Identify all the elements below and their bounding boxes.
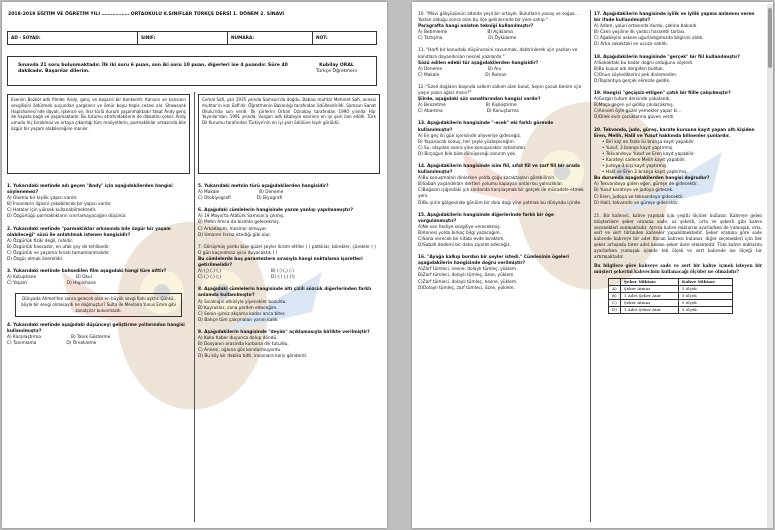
option: A) Benzetme: [418, 103, 446, 109]
exam-page-2: [412, 2, 773, 528]
option: C) Abartma: [418, 109, 443, 115]
option: A) Kutuphane: [7, 275, 37, 281]
question-10: [418, 12, 586, 42]
option: C) Su, olaydan sonra yine konuşacaktır arkamdan.: [418, 145, 527, 151]
option: B) Canlı yeşiline ilk yastıcı hararetli tarlası.: [594, 30, 686, 36]
table-cell: D): [609, 306, 621, 313]
name-field: AD - SOYAD:: [8, 32, 138, 44]
right-column: [198, 184, 380, 366]
option: D)Dilek evin çocuklarına güven verdi.: [594, 115, 675, 121]
left-column: [7, 184, 190, 353]
option: A)Ne son hediye sevgiliye verecekmiş.: [418, 224, 501, 230]
question-text: 12. "Ezeli dağların başında salkım salkım olan bulut, Sepin çocuk benim için yaşın yazın ağlar mısın?": [418, 84, 582, 97]
quote-box: Dünyada Ahmet'ten sonra gelecek olan en büyük sevgi İlahi aşktır. Çünkü, böyle bir sevgi olmasaydı ne doğmuştur? Sulta ile Mevlana Yunus Emre gibi sanatçılar bulunmazdı.: [15, 293, 182, 316]
option: B) İnsanların ilgisini çekebilecek bir yapısı vardır.: [7, 202, 112, 208]
option: D)Toplantıya gerçek elimizle geldik.: [594, 78, 671, 84]
question-2: [7, 227, 190, 264]
option: B) (:) (,) (.): [270, 269, 294, 275]
table-cell: B): [609, 292, 621, 299]
question-11: [418, 48, 586, 78]
table-row: [609, 299, 733, 306]
table-cell: 1 Adet Şeker Atar: [620, 306, 678, 313]
option: B) Yusuf karateye ve judoya gidecek.: [594, 188, 674, 194]
grade-field: NOT:: [316, 36, 328, 41]
clue-text: Judoya 3 kişi kayıt yaptırmış.: [605, 164, 668, 170]
table-cell: Şeker Atmaz: [620, 299, 678, 306]
option: B) Deneme: [259, 190, 284, 196]
question-text: 1. Yukarıdaki metinde adı geçen "Andy" için aşağıdakilerden hangisi söylenemez?: [7, 184, 173, 196]
clue-list: [594, 140, 762, 177]
option: D) Özgür olmak önemlidir.: [7, 257, 64, 263]
question-text: 11. "Harfi bir konudaki düşüncesini savunmak, doktrinlerek için yazılan ve kanıtlara dayandırılan nesnel yazılardır.": [418, 48, 578, 60]
option: B) Tanık Gösterme: [71, 334, 111, 340]
option: A) Koku haber duyunca dolup döndü.: [198, 335, 278, 341]
clue-text: Tekvandoyu Yusuf ve Eren kayıt yapabilir.: [605, 151, 695, 157]
question-text: 8. Aşağıdaki cümlelerin hangisinde altı çizili sözcük diğerlerinden farklı anlamda kullanılmıştır?: [198, 287, 372, 299]
question-text: 13. Aşağıdakilerin hangisinde "-ecek" eki farklı görevde kullanılmıştır?: [418, 121, 554, 133]
option: A) Betimleme: [418, 30, 448, 36]
scrollbar-thumb[interactable]: [768, 8, 772, 68]
table-row: [609, 285, 733, 292]
table-cell: 1 Adet Şeker Atar: [620, 292, 678, 299]
option: C) Yaşam: [7, 281, 27, 287]
exam-page-1: [2, 2, 387, 528]
option: C) Özgürlük ve yaşama fırsatı tamamlanmalıdır.: [7, 250, 110, 256]
question-4: [7, 323, 190, 347]
question-text: 4. Yukarıdaki metinde aşağıdaki düşünceyi geliştirme yollarından hangisi kullanılmıştır?: [7, 322, 185, 334]
option: A) 19 Mayıs'ta Atatürk Samsun'a çıkmış.: [198, 214, 285, 220]
passage-andy: Esenlin Bozköl adlı filmde Andy, genç ve başarılı bir bankerdir. Karısını ve karısının sevgilisini öldürmek suçundan yargılanır ve ömür boyu hapis cezası alır. Shawsank Hapishanesi'nde dayak, işkence ve, ilrsr türlü durum yaşanmaktadır fakat Andy genç de hayata bağlı ve yaşamaktadır. Bu tutumu etrafındakilerin de dikkatini çeker. Andy umudu hiç bırakmaz ve ortaya çıkardığı tüm maliyetlerin, parmaklıklar arkasında bile özgür bir yaşam olabileceğine inanılır.: [7, 94, 190, 174]
option: C)Zarf tümleci, dolaylı tümleç, nesne, yüklem.: [418, 279, 518, 285]
question-prompt: Şiirde, aşağıdaki söz sanatlarından hangisi vardır?: [418, 97, 541, 103]
question-text: 14. Aşağıdakilerin hangisinde isim fiil, sıfat fiil ve zarf fiil bir arada kullanılmıştır?: [418, 163, 580, 176]
clue-item: • Karateyi sadece Melih kayıt yapabilir.: [602, 157, 686, 163]
table-cell: A): [609, 285, 621, 292]
table-header: Şeker Miktarı: [620, 278, 678, 285]
option: D) Arka sokaktaki ev ucuza satıldı.: [594, 42, 669, 48]
question-9: [198, 330, 380, 360]
instructions-text: Sınavda 21 soru bulunmaktadır. İlk iki soru 6 puan, son iki soru 10 puan, diğerleri ise 4 puandır. Süre 40 dakikadır. Başarılar dilerim.: [18, 63, 288, 74]
option: A) En geç iki gün içerisinde alışverişe gideceğiz.: [418, 133, 522, 139]
option: B) Kuyruklar, sana yardım edeceğim.: [198, 305, 278, 311]
student-info-row: [7, 31, 377, 45]
instructions-box: [7, 56, 377, 86]
option: B) Metin Amca da bizimle gelecekmiş.: [198, 220, 280, 226]
passage-cemal-safi: Cemal Safi, şair 1935 yılında Samsun'da doğdu. Babası mühtar Mehmet Safi, annesi muhtar'ın kızı Safi'dir. Öğretmenin Bakanlığı tarafından ödüllendirildi. Samsun Sanat Okulu'nda son verdi. İlk şiirlerini Orhan Oznakay tarafından 1990 yılında Hür Yayınlar'dan. 1991 yılında, Vurgun adlı kitabıyla eserinin en iyi şairi ilan edildi. Türk Dil Kurumu tarafından Türkiye'nin en iyi şairi ödülüne layık görüldü.: [198, 94, 380, 174]
question-7: [198, 245, 380, 282]
table-cell: 3 ölçek: [678, 285, 732, 292]
clue-item: • Halil ve Eren 2 branşa kayıt yaptırmış.: [602, 170, 688, 176]
option: A)Sokaktaki bu kadar doğru olduğunu söyledi.: [594, 60, 694, 66]
option: D)Sabah dedemi bir daha ziyaret edeceğiz.: [418, 243, 511, 249]
teacher-signature: [309, 63, 364, 75]
option: D) (:) (,) (!): [271, 275, 295, 281]
option: D) Örnekleme: [66, 341, 97, 347]
table-header-row: [609, 278, 733, 285]
question-text: 20. Tekvando, judo, güreş, karate kursuna kayıt yapan altı kişiden Eren, Melih, Halil ve Yusuf hakkında bilinenler şunlardır.: [594, 127, 755, 139]
option: A)Bu konuşmaları dinlerken yolda çoğu karaktaşları görebilirsin.: [418, 176, 556, 182]
option: C) Otobiyografi: [198, 196, 231, 202]
option: B) Anı: [488, 66, 501, 72]
clue-item: • Biri kişi en fazla iki branşa kayıt yapabilir.: [602, 139, 695, 145]
clue-text: Yusuf, 3 branşa kayıt yaptırmış.: [605, 145, 674, 151]
option: B) Kişileştirme: [485, 103, 517, 109]
option: C) Ağabeyini askere uğurladığımızda bilgisini aldık.: [594, 36, 704, 42]
question-text: 9. Aşağıdakilerin hangisinde "deyim" açıklamasıyla birlikte verilmiştir?: [198, 329, 370, 335]
question-19: [594, 91, 762, 121]
table-cell: 5 ölçek: [678, 292, 732, 299]
option: D) Hapishane: [66, 281, 96, 287]
question-13: [418, 121, 586, 158]
option: D) Bahçe tüm çalışmaları yarım kaldı.: [198, 317, 279, 323]
question-text: 18. Aşağıdakilerin hangisinde "gerçek" bir fiil kullanılmıştır?: [594, 54, 741, 60]
question-18: [594, 55, 762, 85]
question-prompt: Bu durumda aşağıdakilerden hangisi doğrudur?: [594, 176, 710, 182]
teacher-role: Türkçe Öğretmeni: [316, 69, 357, 74]
question-text: 17. Aşağıdakilerin hangisinde iyilik ve iyilik yapma anlamını veren bir ifade kullanılmıştır?: [594, 12, 755, 24]
option: A) Tekvandoya giden eğer, güreşe de gidecektir.: [594, 182, 698, 188]
option: C) (,) (.) (;): [198, 275, 222, 281]
question-text: 19. Hangisi "geçişsiz-etilgen" çatılı bir fiille çalışılmıştır?: [594, 91, 731, 97]
option: A) Deneme: [418, 66, 443, 72]
question-1: [7, 184, 190, 221]
option: B) Okul: [76, 275, 92, 281]
table-row: [609, 306, 733, 313]
option: C) Senin işimiz akşama kadar anca biter.: [198, 311, 286, 317]
option: A) (;) (.) (,): [198, 269, 221, 275]
option: B)Zarf tümleci, dolaylı tümleç, özne, yüklem.: [418, 273, 515, 279]
option: D) Umarım hırsız istediği gibi olur.: [198, 232, 272, 238]
question-text: 21. Bir kahveci, kahve yapmak için çeşitli ölçüler kullanır. Kahveye gelen müşterilere şeker oranına sade, az şekerli, orta ve şekerli gibi kahve seçenekleri sunmaktadır. Ayrıca kahve miktarını ayarlarken de yumuşak, orta, sert ve sert türünden kahveler yapabilmektedir. Şeker oranına göre sade kahvede kahveye bir adet fincan kahvesi bulunur, diğer seçenekleri için her şeker artışında birer adet kesme şeker ilave etmektedir. Tüm kahve miktarını ayarlarken yumuşak içimde tek ölçek ve sert kahvede ise ölçeği bir artırmaktadır.: [594, 212, 762, 260]
option: C) Hatalar için yüksek kullanabilmektedir.: [7, 208, 97, 214]
option: A) Olumlu bir kişilik yapısı vardır.: [7, 196, 78, 202]
question-text: 5. Yukarıdaki metnin türü aşağıdakilerden hangisidir?: [198, 184, 329, 189]
question-text: 6. Aşağıdaki cümlelerin hangisinde yazım yanlışı yapılmamıştır?: [198, 208, 354, 214]
question-6: [198, 208, 380, 238]
question-21: [594, 213, 762, 314]
option: C)Onun söylediklerini pek dinlemedim.: [594, 72, 678, 78]
class-field: SINIF:: [138, 32, 228, 44]
table-cell: C): [609, 299, 621, 306]
option: D) Roman: [485, 72, 507, 78]
question-prompt: Paragrafta hangi anlatım tekniği kullanılmıştır?: [418, 24, 534, 30]
option: B) Özgürlük hassastır, en ufak şey de tehlikedir.: [7, 244, 110, 250]
table-cell: 5 ölçek: [678, 299, 732, 306]
question-20: [594, 128, 762, 207]
question-prompt: Bu bilgilere göre kahveye sade ve sert bir kahve içmek isteyen bir müşteri şekerini kahvecinin kullanacağı ölçüler ne olmalıdır?: [594, 262, 762, 274]
option: D)Bu şiirin gölgesinde gönlüm bir dolu dağı yine yatmak bu dünyada içinde.: [418, 200, 582, 206]
left-column: [418, 12, 586, 298]
option: A) Adam, yolun ortasında durdu, çekine bakındı.: [594, 24, 698, 30]
coffee-table: [608, 278, 733, 314]
option: B)Sabah yaşandıkları dertleri yolumu kapayan onları bu yalnızlıklar.: [418, 182, 564, 188]
option: D) Biyografi: [256, 196, 283, 202]
question-prompt: Bu cümlelerde boş parantezlere sırasıyla hangi noktalama işaretleri getirilmelidir?: [198, 256, 363, 269]
option: C) Annesi, oğluna göz kondurmuyordu.: [198, 348, 282, 354]
option: D) Halil, tekvando ve güreşe gidecektir.: [594, 200, 679, 206]
option: C) Eren, judoya ve tekvandoya gidecektir.: [594, 194, 684, 200]
question-15: [418, 213, 586, 250]
clue-item: • Tekvandoyu Yusuf ve Eren kayıt yapabilir.: [602, 151, 695, 157]
question-14: [418, 164, 586, 207]
option: D) Özgürlüğü parmaklıkların sınırlamayacağını düşünür.: [7, 214, 127, 220]
option: B)Annesi yolda birkaç bilgi yazacağım.: [418, 230, 501, 236]
option: B)Bu kuşun adı dergiden bulduk.: [594, 66, 665, 72]
option: C)Sana verecek bir kitabı evde bıraktım.: [418, 237, 505, 242]
option: D) Bu köy bir dakika bitti, insanlara karşı gönderdi.: [198, 354, 308, 360]
table-header: [609, 278, 621, 285]
question-text: 10. "Mavi gökyüzünün altında yeşil bir ortaydı. Bulutların yavaş ve soğuk... Yaslan olduğu sonra olan bu ilçe gelinlerinde bir yere sahip.": [418, 12, 579, 24]
question-text: 3. Yukarıdaki metinde bahsedilen film aşağıdaki hangi türe aittir?: [7, 269, 167, 275]
number-field: NUMARA:: [228, 32, 313, 44]
clue-item: • Yusuf, 3 branşa kayıt yaptırmış.: [602, 145, 674, 151]
teacher-name: Kubilay ORAL: [319, 63, 354, 68]
vertical-scrollbar[interactable]: [767, 4, 773, 528]
option: A) Karşılaştırma: [7, 334, 42, 340]
right-column: [594, 12, 762, 320]
option: D) Konuşturma: [486, 109, 519, 115]
option: C) Makale: [418, 72, 440, 78]
option: D) Birçoğun bile bize dönüşeceği sanırım yok.: [418, 151, 517, 157]
option: A) Özgürlük fiziki değil, ruhidir.: [7, 238, 74, 244]
option: D) Öyküleme: [488, 36, 517, 42]
option: A) Sıcaklığın etkisiyle yiyecekler bozuldu.: [198, 299, 287, 305]
question-12: [418, 85, 586, 115]
option: C) Tanımlama: [7, 341, 37, 347]
question-3: [7, 269, 190, 287]
clue-text: Halil ve Eren 2 branşa kayıt yaptırmış.: [605, 170, 688, 176]
option: C)Boğazın ışığındaki yılı zindanda karşılaşmak bir gerçek ile mücadele etmek yeni.: [418, 188, 584, 200]
question-17: [594, 12, 762, 49]
table-row: [609, 292, 733, 299]
table-cell: 3 ölçek: [678, 306, 732, 313]
clue-item: • Judoya 3 kişi kayıt yaptırmış.: [602, 164, 668, 170]
clue-text: Biri kişi en fazla iki branşa kayıt yapabilir.: [605, 139, 695, 145]
table-cell: Şeker Atmaz: [620, 285, 678, 292]
table-header: Kahve Miktarı: [678, 278, 732, 285]
option: B) Yaşanacak sonuç, her şeyle yüzleşeceğim.: [418, 139, 515, 145]
option: C) Arkadaşım, mosmor olmuyor.: [198, 226, 268, 232]
question-text: 7. Görüşmüş yordu bize güzel şeyler ikram ettiler ( ) patlıklar, börekler, çörekler ( ) O gün kaçınılmaz iyice duyacaktık ( ): [198, 244, 376, 256]
column-divider: [590, 10, 591, 522]
option: D)Dolaylı tümleç, zarf tümleci, özne, yüklem.: [418, 285, 515, 291]
question-16: [418, 255, 586, 292]
option: B)Maça geçen yıl gidilip çıkılacakmış.: [594, 103, 674, 109]
column-divider: [194, 92, 195, 522]
option: A)Zarf tümleci, nesne, dolaylı tümleç, yüklem.: [418, 267, 518, 273]
question-text: 15. Aşağıdakilerin hangisinde diğerlerinde farklı bir öge vurgulanmıştır?: [418, 212, 554, 224]
option: B) Dosyanın arasında kurbana dili tutuldu.: [198, 342, 289, 348]
question-8: [198, 287, 380, 324]
option: C) Tartışma: [418, 36, 443, 42]
question-5: [198, 184, 380, 202]
question-text: 16. "Ayağa kalkıp bordan bir şeyler istedi." Cümlesinin ögeleri aşağıdakilerin hangisinde doğru verilmiştir?: [418, 255, 569, 267]
clue-text: Karateyi sadece Melih kayıt yapabilir.: [605, 157, 686, 163]
question-prompt: Sözü edilen edebi tür aşağıdakilerden hangisidir?: [418, 60, 539, 66]
option: C)Annem öyle güzel yemekler yapar ki...: [594, 109, 682, 115]
question-text: 2. Yukarıdaki metinde "parmaklıklar arkasında bile özgür bir yaşam olabileceği" sözü ile anlatılmak istenen hangisidir?: [7, 226, 171, 238]
option: A)Gergin tutum dersinde yakalandı.: [594, 97, 671, 103]
option: A) Makale: [198, 190, 220, 196]
option: B) Açıklama: [487, 30, 513, 36]
exam-header: 2018-2019 EĞİTİM VE ÖĞRETİM YILI ……………… ORTAOKULU 8.SINIFLAR TÜRKÇE DERSİ 1. DÖNEM 2. SINAVI: [8, 12, 285, 17]
